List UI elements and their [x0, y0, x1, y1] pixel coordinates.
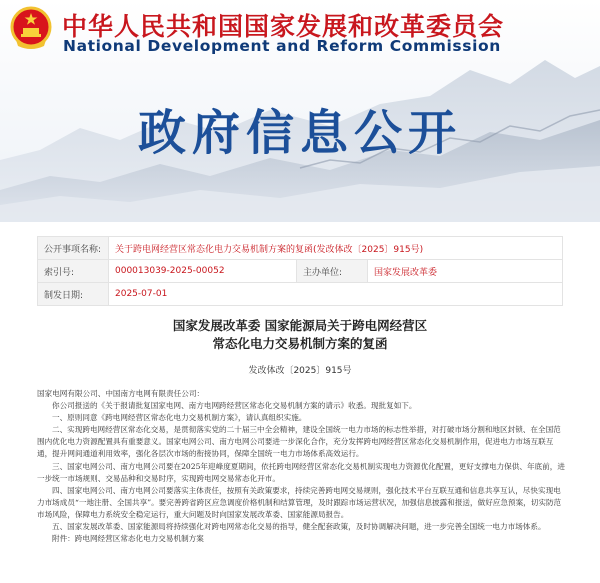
banner-title: 政府信息公开: [137, 105, 462, 161]
date-label: 制发日期:: [38, 283, 109, 306]
metadata-row-date: [38, 283, 563, 306]
owner-label: 主办单位:: [297, 260, 368, 283]
article-title-line-2: 常态化电力交易机制方案的复函: [212, 336, 388, 351]
subject-label: 公开事项名称:: [38, 237, 109, 260]
national-emblem-icon: [10, 6, 52, 52]
subject-value: 关于跨电网经营区常态化电力交易机制方案的复函(发改体改〔2025〕915号): [109, 237, 563, 260]
metadata-row-index: [38, 260, 563, 283]
article-title-line-1: 国家发展改革委 国家能源局关于跨电网经营区: [172, 318, 428, 333]
metadata-row-subject: [38, 237, 563, 260]
paragraph-3: 二、实现跨电网经营区常态化交易，是贯彻落实党的二十届三中全会精神，建设全国统一电力市场的标志性举措，对打破市场分割和地区封锁、在全国范围内优化电力资源配置具有重要意义。国家电网公司、南方电网公司要进一步深化合作，充分发挥跨电网经营区常态化交易机制作用，促进电力市场互联互通，提升网间通道利用效率，强化各层次市场的衔接协同，保障全国统一电力市场体系高效运行。: [37, 425, 561, 459]
date-value: 2025-07-01: [109, 283, 563, 306]
salutation: 国家电网有限公司、中国南方电网有限责任公司：: [37, 389, 205, 398]
paragraph-2: 一、原则同意《跨电网经营区常态化电力交易机制方案》，请认真组织实施。: [52, 413, 307, 423]
attachment-link[interactable]: 附件：跨电网经营区常态化电力交易机制方案: [52, 534, 204, 544]
site-header: [0, 0, 600, 222]
org-name-english: National Development and Reform Commission: [63, 37, 501, 55]
index-label: 索引号:: [38, 260, 109, 283]
paragraph-4: 三、国家电网公司、南方电网公司要在2025年迎峰度夏期间，依托跨电网经营区常态化交易机制实现电力资源优化配置，更好支撑电力保供、年底前，进一步统一市场规则、交易品种和交易时序，实现跨电网交易常态化开市。: [37, 461, 565, 483]
paragraph-5: 四、国家电网公司、南方电网公司要落实主体责任，按照有关政策要求，持续完善跨电网交易规则，强化技术平台互联互通和信息共享互认，尽快实现电力市场成员“一地注册、全国共享”。要完善跨省跨区应急调度价格机制和结算管理，及时跟踪市场运营状况，加强信息披露和报送，做好应急预案，切实防范市场风险，保障电力系统安全稳定运行，重大问题及时向国家发展改革委、国家能源局报告。: [37, 485, 562, 519]
owner-value: 国家发展改革委: [368, 260, 563, 283]
document-number: 发改体改〔2025〕915号: [248, 366, 352, 376]
paragraph-6: 五、国家发展改革委、国家能源局将持续强化对跨电网常态化交易的指导，健全配套政策，及时协调解决问题，进一步完善全国统一电力市场体系。: [52, 522, 546, 532]
paragraph-1: 你公司报送的《关于报请批复国家电网、南方电网跨经营区常态化交易机制方案的请示》收悉。现批复如下。: [52, 401, 417, 411]
index-value: 000013039-2025-00052: [109, 260, 297, 283]
article-body: [37, 388, 565, 545]
org-name-chinese: 中华人民共和国国家发展和改革委员会: [62, 12, 505, 41]
document-metadata-table: [37, 236, 563, 306]
